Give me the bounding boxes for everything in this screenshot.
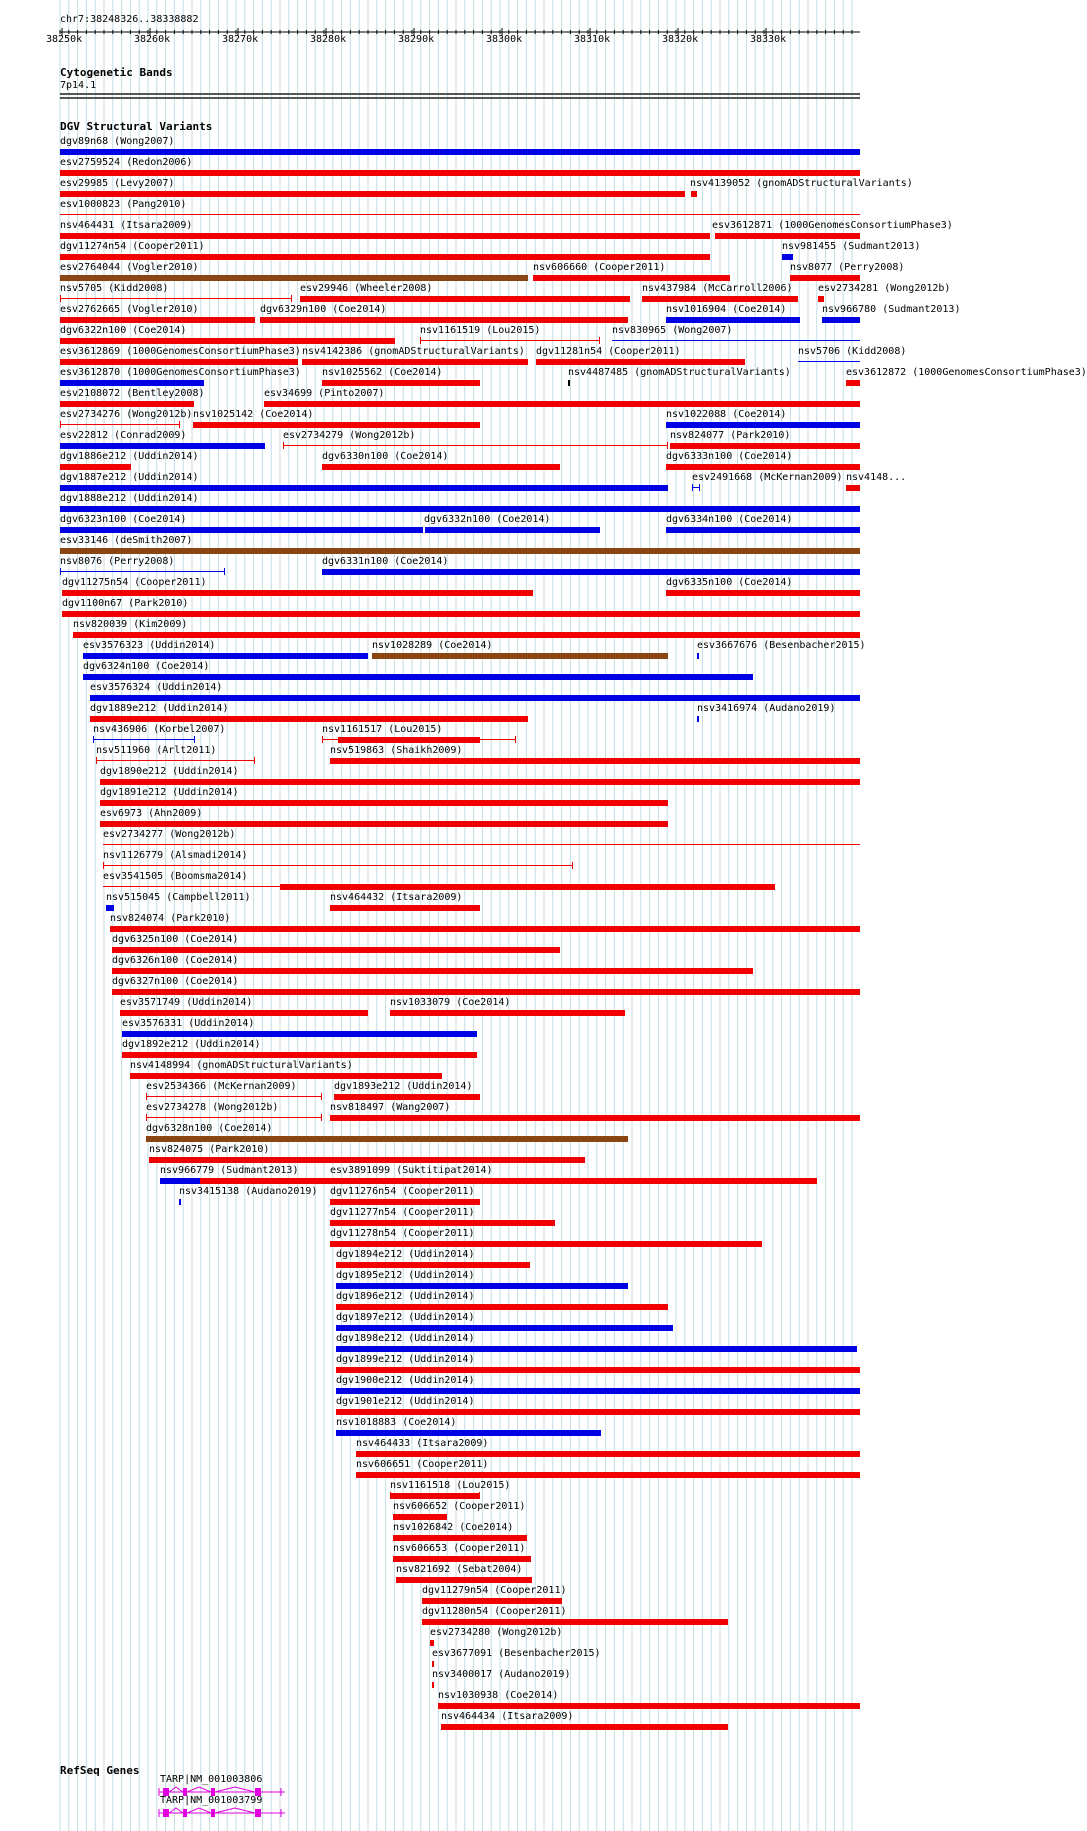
- variant-bar[interactable]: [146, 1096, 322, 1097]
- ruler-tick-label: 38250k: [46, 34, 83, 45]
- variant-label[interactable]: dgv11275n54 (Cooper2011): [62, 577, 207, 588]
- variant-label[interactable]: esv2734279 (Wong2012b): [283, 430, 416, 441]
- variant-bar[interactable]: [336, 1409, 860, 1415]
- variant-label[interactable]: esv29946 (Wheeler2008): [300, 283, 433, 294]
- variant-bar[interactable]: [336, 1346, 857, 1352]
- variant-bar[interactable]: [798, 361, 860, 362]
- variant-bar[interactable]: [356, 1472, 860, 1478]
- variant-label[interactable]: nsv824074 (Park2010): [110, 913, 231, 924]
- variant-bar[interactable]: [103, 865, 573, 866]
- variant-bar-cap: [291, 295, 292, 302]
- variant-label[interactable]: nsv519863 (Shaikh2009): [330, 745, 463, 756]
- variant-label[interactable]: nsv5706 (Kidd2008): [798, 346, 907, 357]
- variant-label[interactable]: nsv1161519 (Lou2015): [420, 325, 541, 336]
- variant-bar-cap: [692, 484, 693, 491]
- variant-bar[interactable]: [60, 380, 204, 386]
- variant-label[interactable]: nsv824075 (Park2010): [149, 1144, 270, 1155]
- gene-label[interactable]: TARP|NM_001003806: [160, 1774, 263, 1785]
- variant-bar[interactable]: [336, 1262, 530, 1268]
- variant-bar[interactable]: [120, 1010, 368, 1016]
- variant-bar[interactable]: [330, 1241, 762, 1247]
- ruler-tick-label: 38270k: [222, 34, 259, 45]
- variant-label[interactable]: esv2108072 (Bentley2008): [60, 388, 205, 399]
- ruler-range: chr7:38248326..38338882: [60, 14, 199, 25]
- variant-label[interactable]: nsv464433 (Itsara2009): [356, 1438, 489, 1449]
- variant-bar[interactable]: [670, 443, 860, 449]
- variant-label[interactable]: nsv1033079 (Coe2014): [390, 997, 511, 1008]
- variant-label[interactable]: nsv1028289 (Coe2014): [372, 640, 493, 651]
- variant-label[interactable]: nsv464434 (Itsara2009): [441, 1711, 574, 1722]
- variant-label[interactable]: dgv1891e212 (Uddin2014): [100, 787, 239, 798]
- variant-label[interactable]: esv33146 (deSmith2007): [60, 535, 193, 546]
- variant-label[interactable]: nsv606653 (Cooper2011): [393, 1543, 526, 1554]
- variant-bar[interactable]: [60, 359, 298, 365]
- variant-bar-cap: [667, 442, 668, 449]
- variant-bar[interactable]: [330, 1220, 555, 1226]
- gene-intron-chevron: [187, 1787, 211, 1792]
- variant-label[interactable]: esv2534366 (McKernan2009): [146, 1081, 297, 1092]
- variant-label[interactable]: nsv4148...: [846, 472, 907, 483]
- variant-bar[interactable]: [60, 170, 860, 176]
- variant-label[interactable]: esv3677091 (Besenbacher2015): [432, 1648, 601, 1659]
- variant-bar[interactable]: [356, 1451, 860, 1457]
- variant-label[interactable]: nsv5705 (Kidd2008): [60, 283, 169, 294]
- variant-label[interactable]: dgv6331n100 (Coe2014): [322, 556, 449, 567]
- variant-label[interactable]: nsv3415138 (Audano2019): [179, 1186, 318, 1197]
- variant-label[interactable]: dgv1888e212 (Uddin2014): [60, 493, 199, 504]
- variant-label[interactable]: dgv1890e212 (Uddin2014): [100, 766, 239, 777]
- variant-label[interactable]: esv3541505 (Boomsma2014): [103, 871, 248, 882]
- variant-bar[interactable]: [60, 338, 395, 344]
- variant-bar[interactable]: [110, 926, 860, 932]
- variant-label[interactable]: nsv606652 (Cooper2011): [393, 1501, 526, 1512]
- variant-label[interactable]: nsv820039 (Kim2009): [73, 619, 188, 630]
- variant-label[interactable]: dgv1887e212 (Uddin2014): [60, 472, 199, 483]
- variant-label[interactable]: dgv6328n100 (Coe2014): [146, 1123, 273, 1134]
- variant-label[interactable]: nsv8076 (Perry2008): [60, 556, 175, 567]
- variant-label[interactable]: nsv606651 (Cooper2011): [356, 1459, 489, 1470]
- variant-bar-cap: [321, 1114, 322, 1121]
- variant-bar[interactable]: [93, 739, 195, 740]
- cyto-track-title[interactable]: Cytogenetic Bands: [60, 66, 173, 79]
- variant-bar[interactable]: [422, 1619, 728, 1625]
- variant-label[interactable]: nsv821692 (Sebat2004): [396, 1564, 523, 1575]
- variant-bar[interactable]: [612, 340, 860, 341]
- variant-label[interactable]: esv2764044 (Vogler2010): [60, 262, 199, 273]
- variant-label[interactable]: nsv606660 (Cooper2011): [533, 262, 666, 273]
- variant-bar[interactable]: [432, 1682, 434, 1688]
- variant-bar[interactable]: [432, 1661, 434, 1667]
- variant-label[interactable]: nsv436906 (Korbel2007): [93, 724, 226, 735]
- variant-bar[interactable]: [60, 275, 528, 281]
- variant-label[interactable]: dgv11280n54 (Cooper2011): [422, 1606, 567, 1617]
- variant-label[interactable]: dgv6322n100 (Coe2014): [60, 325, 187, 336]
- variant-bar-cap: [479, 1492, 480, 1499]
- variant-bar[interactable]: [193, 422, 480, 428]
- dgv-track-title[interactable]: DGV Structural Variants: [60, 120, 213, 133]
- variant-bar-cap: [515, 736, 516, 743]
- variant-bar[interactable]: [790, 275, 860, 281]
- variant-label[interactable]: nsv830965 (Wong2007): [612, 325, 733, 336]
- variant-bar[interactable]: [112, 989, 860, 995]
- variant-label[interactable]: esv22812 (Conrad2009): [60, 430, 187, 441]
- variant-bar-cap: [283, 442, 284, 449]
- variant-bar[interactable]: [666, 464, 860, 470]
- variant-bar[interactable]: [302, 359, 528, 365]
- variant-label[interactable]: nsv4139052 (gnomADStructuralVariants): [690, 178, 913, 189]
- variant-label[interactable]: esv2762665 (Vogler2010): [60, 304, 199, 315]
- ruler-tick-label: 38300k: [486, 34, 523, 45]
- variant-label[interactable]: dgv1100n67 (Park2010): [62, 598, 189, 609]
- variant-bar[interactable]: [106, 905, 114, 911]
- variant-bar[interactable]: [160, 1178, 200, 1184]
- variant-label[interactable]: esv2734277 (Wong2012b): [103, 829, 236, 840]
- variant-label[interactable]: dgv6335n100 (Coe2014): [666, 577, 793, 588]
- variant-bar-cap: [179, 421, 180, 428]
- variant-label[interactable]: dgv1889e212 (Uddin2014): [90, 703, 229, 714]
- variant-bar[interactable]: [441, 1724, 728, 1730]
- variant-label[interactable]: nsv818497 (Wang2007): [330, 1102, 451, 1113]
- variant-bar[interactable]: [122, 1031, 477, 1037]
- variant-bar[interactable]: [330, 758, 860, 764]
- variant-bar[interactable]: [846, 485, 860, 491]
- variant-bar-cap: [599, 337, 600, 344]
- variant-bar[interactable]: [666, 317, 800, 323]
- variant-bar[interactable]: [666, 590, 860, 596]
- variant-label[interactable]: nsv1022088 (Coe2014): [666, 409, 787, 420]
- variant-label[interactable]: nsv1025562 (Coe2014): [322, 367, 443, 378]
- variant-label[interactable]: esv1000823 (Pang2010): [60, 199, 187, 210]
- variant-label[interactable]: dgv1898e212 (Uddin2014): [336, 1333, 475, 1344]
- gene-model[interactable]: [155, 1805, 295, 1821]
- variant-bar[interactable]: [200, 1178, 817, 1184]
- variant-bar[interactable]: [100, 779, 860, 785]
- variant-label[interactable]: dgv6333n100 (Coe2014): [666, 451, 793, 462]
- gene-exon: [255, 1809, 261, 1817]
- variant-label[interactable]: dgv11279n54 (Cooper2011): [422, 1585, 567, 1596]
- gene-exon: [211, 1809, 215, 1817]
- variant-label[interactable]: esv3571749 (Uddin2014): [120, 997, 253, 1008]
- variant-bar[interactable]: [60, 527, 423, 533]
- variant-label[interactable]: esv2734281 (Wong2012b): [818, 283, 951, 294]
- gene-label[interactable]: TARP|NM_001003799: [160, 1795, 263, 1806]
- gene-exon: [183, 1809, 187, 1817]
- variant-bar[interactable]: [846, 380, 860, 386]
- variant-label[interactable]: nsv4148994 (gnomADStructuralVariants): [130, 1060, 353, 1071]
- variant-bar[interactable]: [697, 653, 699, 659]
- variant-bar[interactable]: [322, 380, 480, 386]
- variant-bar[interactable]: [822, 317, 860, 323]
- variant-bar[interactable]: [122, 1052, 477, 1058]
- variant-label[interactable]: esv3612870 (1000GenomesConsortiumPhase3): [60, 367, 301, 378]
- variant-bar-cap: [146, 1093, 147, 1100]
- variant-bar[interactable]: [818, 296, 824, 302]
- variant-bar[interactable]: [666, 527, 860, 533]
- variant-bar[interactable]: [300, 296, 630, 302]
- variant-bar[interactable]: [60, 233, 710, 239]
- variant-bar-cap: [321, 1093, 322, 1100]
- variant-bar[interactable]: [390, 1010, 625, 1016]
- ruler-tick-label: 38290k: [398, 34, 435, 45]
- variant-label[interactable]: dgv6334n100 (Coe2014): [666, 514, 793, 525]
- variant-bar[interactable]: [396, 1577, 532, 1583]
- variant-bar[interactable]: [393, 1535, 527, 1541]
- refseq-track-title[interactable]: RefSeq Genes: [60, 1764, 140, 1777]
- variant-label[interactable]: esv3576324 (Uddin2014): [90, 682, 223, 693]
- variant-label[interactable]: nsv966779 (Sudmant2013): [160, 1165, 299, 1176]
- variant-label[interactable]: esv3667676 (Besenbacher2015): [697, 640, 866, 651]
- ruler-tick-label: 38280k: [310, 34, 347, 45]
- gene-intron-chevron: [215, 1808, 255, 1813]
- variant-bar[interactable]: [438, 1703, 860, 1709]
- variant-bar[interactable]: [60, 464, 131, 470]
- variant-label[interactable]: esv2491668 (McKernan2009): [692, 472, 843, 483]
- variant-bar[interactable]: [60, 214, 860, 215]
- ruler-tick-label: 38260k: [134, 34, 171, 45]
- variant-label[interactable]: nsv1018883 (Coe2014): [336, 1417, 457, 1428]
- variant-bar[interactable]: [336, 1367, 860, 1373]
- variant-bar[interactable]: [62, 590, 533, 596]
- variant-bar-cap: [224, 568, 225, 575]
- variant-bar[interactable]: [336, 1388, 860, 1394]
- variant-bar[interactable]: [83, 653, 368, 659]
- variant-bar[interactable]: [60, 317, 255, 323]
- variant-bar[interactable]: [322, 569, 860, 575]
- variant-label[interactable]: dgv1896e212 (Uddin2014): [336, 1291, 475, 1302]
- variant-bar[interactable]: [390, 1493, 480, 1499]
- variant-bar-cap: [322, 736, 323, 743]
- variant-label[interactable]: esv3576331 (Uddin2014): [122, 1018, 255, 1029]
- variant-bar[interactable]: [60, 149, 860, 155]
- variant-bar[interactable]: [62, 611, 860, 617]
- variant-bar[interactable]: [642, 296, 798, 302]
- variant-bar[interactable]: [691, 191, 697, 197]
- variant-label[interactable]: nsv1126779 (Alsmadi2014): [103, 850, 248, 861]
- variant-bar-cap: [60, 295, 61, 302]
- variant-label[interactable]: dgv89n68 (Wong2007): [60, 136, 175, 147]
- variant-bar-cap: [103, 862, 104, 869]
- variant-bar[interactable]: [73, 632, 860, 638]
- variant-bar[interactable]: [336, 1304, 668, 1310]
- variant-label[interactable]: dgv6327n100 (Coe2014): [112, 976, 239, 987]
- variant-bar[interactable]: [322, 464, 560, 470]
- gene-intron-chevron: [215, 1787, 255, 1792]
- variant-label[interactable]: nsv1016904 (Coe2014): [666, 304, 787, 315]
- variant-label[interactable]: dgv11276n54 (Cooper2011): [330, 1186, 475, 1197]
- variant-bar[interactable]: [782, 254, 793, 260]
- variant-bar[interactable]: [283, 445, 668, 446]
- variant-bar[interactable]: [430, 1640, 434, 1646]
- variant-bar[interactable]: [568, 380, 570, 386]
- ruler-tick-label: 38330k: [750, 34, 787, 45]
- variant-bar[interactable]: [420, 340, 600, 341]
- variant-label[interactable]: nsv3416974 (Audano2019): [697, 703, 836, 714]
- variant-label[interactable]: esv3612871 (1000GenomesConsortiumPhase3): [712, 220, 953, 231]
- variant-label[interactable]: nsv1026842 (Coe2014): [393, 1522, 514, 1533]
- variant-bar[interactable]: [338, 737, 480, 743]
- variant-label[interactable]: nsv437984 (McCarroll2006): [642, 283, 793, 294]
- variant-label[interactable]: nsv464431 (Itsara2009): [60, 220, 193, 231]
- variant-bar[interactable]: [149, 1157, 585, 1163]
- variant-label[interactable]: dgv1894e212 (Uddin2014): [336, 1249, 475, 1260]
- variant-label[interactable]: esv2759524 (Redon2006): [60, 157, 193, 168]
- cyto-band-bar[interactable]: [60, 93, 860, 95]
- variant-bar[interactable]: [83, 674, 753, 680]
- variant-bar[interactable]: [103, 886, 280, 887]
- variant-label[interactable]: nsv1030938 (Coe2014): [438, 1690, 559, 1701]
- variant-bar[interactable]: [393, 1514, 447, 1520]
- variant-bar-cap: [420, 337, 421, 344]
- variant-bar[interactable]: [330, 1199, 480, 1205]
- variant-label[interactable]: dgv11278n54 (Cooper2011): [330, 1228, 475, 1239]
- variant-label[interactable]: dgv6323n100 (Coe2014): [60, 514, 187, 525]
- variant-bar[interactable]: [60, 506, 860, 512]
- variant-bar[interactable]: [334, 1094, 480, 1100]
- variant-bar[interactable]: [130, 1073, 442, 1079]
- variant-bar[interactable]: [425, 527, 600, 533]
- variant-bar[interactable]: [330, 1115, 860, 1121]
- variant-label[interactable]: nsv824077 (Park2010): [670, 430, 791, 441]
- variant-bar[interactable]: [112, 947, 560, 953]
- variant-label[interactable]: nsv515045 (Campbell2011): [106, 892, 251, 903]
- variant-label[interactable]: dgv1900e212 (Uddin2014): [336, 1375, 475, 1386]
- variant-bar[interactable]: [393, 1556, 531, 1562]
- variant-bar[interactable]: [90, 716, 528, 722]
- variant-label[interactable]: dgv6325n100 (Coe2014): [112, 934, 239, 945]
- variant-bar[interactable]: [330, 905, 480, 911]
- variant-bar[interactable]: [96, 760, 255, 761]
- variant-bar[interactable]: [146, 1117, 322, 1118]
- variant-bar[interactable]: [336, 1430, 601, 1436]
- variant-label[interactable]: nsv966780 (Sudmant2013): [822, 304, 961, 315]
- variant-label[interactable]: esv34699 (Pinto2007): [264, 388, 385, 399]
- variant-label[interactable]: esv3891099 (Suktitipat2014): [330, 1165, 493, 1176]
- variant-bar[interactable]: [280, 884, 775, 890]
- gene-exon: [163, 1809, 169, 1817]
- variant-bar[interactable]: [336, 1283, 628, 1289]
- cyto-band-bar[interactable]: [60, 97, 860, 99]
- variant-bar[interactable]: [103, 844, 860, 845]
- variant-bar[interactable]: [100, 800, 668, 806]
- variant-bar[interactable]: [60, 298, 292, 299]
- variant-label[interactable]: dgv6332n100 (Coe2014): [424, 514, 551, 525]
- variant-bar-cap: [194, 736, 195, 743]
- variant-bar-cap: [390, 1492, 391, 1499]
- variant-label[interactable]: dgv1895e212 (Uddin2014): [336, 1270, 475, 1281]
- variant-label[interactable]: nsv1025142 (Coe2014): [193, 409, 314, 420]
- variant-label[interactable]: nsv3400017 (Audano2019): [432, 1669, 571, 1680]
- variant-bar[interactable]: [60, 443, 265, 449]
- variant-bar[interactable]: [372, 653, 668, 659]
- variant-label[interactable]: nsv1161518 (Lou2015): [390, 1480, 511, 1491]
- variant-label[interactable]: dgv1886e212 (Uddin2014): [60, 451, 199, 462]
- variant-bar-cap: [146, 1114, 147, 1121]
- variant-label[interactable]: nsv8077 (Perry2008): [790, 262, 905, 273]
- variant-bar[interactable]: [60, 485, 668, 491]
- variant-bar-cap: [254, 757, 255, 764]
- gene-intron-chevron: [169, 1808, 183, 1813]
- variant-bar[interactable]: [60, 191, 685, 197]
- variant-label[interactable]: nsv1161517 (Lou2015): [322, 724, 443, 735]
- variant-bar[interactable]: [60, 401, 194, 407]
- variant-label[interactable]: dgv6324n100 (Coe2014): [83, 661, 210, 672]
- variant-label[interactable]: dgv11281n54 (Cooper2011): [536, 346, 681, 357]
- variant-label[interactable]: dgv11274n54 (Cooper2011): [60, 241, 205, 252]
- gene-intron-chevron: [187, 1808, 211, 1813]
- variant-bar-cap: [96, 757, 97, 764]
- variant-bar[interactable]: [715, 233, 860, 239]
- cyto-band-label: 7p14.1: [60, 80, 97, 91]
- variant-bar[interactable]: [60, 548, 860, 554]
- variant-bar-cap: [572, 862, 573, 869]
- variant-label[interactable]: nsv464432 (Itsara2009): [330, 892, 463, 903]
- variant-label[interactable]: nsv4142386 (gnomADStructuralVariants): [302, 346, 525, 357]
- variant-label[interactable]: dgv6330n100 (Coe2014): [322, 451, 449, 462]
- variant-bar[interactable]: [146, 1136, 628, 1142]
- variant-label[interactable]: esv2734276 (Wong2012b): [60, 409, 193, 420]
- variant-label[interactable]: esv3612869 (1000GenomesConsortiumPhase3): [60, 346, 301, 357]
- variant-label[interactable]: nsv511960 (Arlt2011): [96, 745, 217, 756]
- variant-bar[interactable]: [264, 401, 860, 407]
- variant-label[interactable]: nsv981455 (Sudmant2013): [782, 241, 921, 252]
- variant-bar-cap: [93, 736, 94, 743]
- variant-bar[interactable]: [100, 821, 668, 827]
- variant-bar[interactable]: [60, 424, 180, 425]
- variant-label[interactable]: esv2734280 (Wong2012b): [430, 1627, 563, 1638]
- variant-label[interactable]: esv2734278 (Wong2012b): [146, 1102, 279, 1113]
- ruler-tick-label: 38320k: [662, 34, 699, 45]
- variant-bar[interactable]: [666, 422, 860, 428]
- variant-label[interactable]: esv3576323 (Uddin2014): [83, 640, 216, 651]
- gene-intron-chevron: [169, 1787, 183, 1792]
- variant-label[interactable]: esv3612872 (1000GenomesConsortiumPhase3): [846, 367, 1087, 378]
- variant-label[interactable]: esv29985 (Levy2007): [60, 178, 175, 189]
- variant-bar-cap: [60, 568, 61, 575]
- variant-bar-cap: [60, 421, 61, 428]
- variant-label[interactable]: dgv11277n54 (Cooper2011): [330, 1207, 475, 1218]
- variant-label[interactable]: dgv1897e212 (Uddin2014): [336, 1312, 475, 1323]
- variant-bar[interactable]: [60, 571, 225, 572]
- variant-bar[interactable]: [260, 317, 628, 323]
- variant-bar[interactable]: [90, 695, 860, 701]
- variant-label[interactable]: dgv6329n100 (Coe2014): [260, 304, 387, 315]
- variant-bar[interactable]: [336, 1325, 673, 1331]
- variant-label[interactable]: esv6973 (Ahn2009): [100, 808, 203, 819]
- variant-bar[interactable]: [60, 254, 710, 260]
- variant-bar[interactable]: [536, 359, 745, 365]
- variant-bar[interactable]: [697, 716, 699, 722]
- variant-bar[interactable]: [422, 1598, 562, 1604]
- variant-label[interactable]: dgv1892e212 (Uddin2014): [122, 1039, 261, 1050]
- variant-bar[interactable]: [533, 275, 730, 281]
- variant-label[interactable]: dgv1893e212 (Uddin2014): [334, 1081, 473, 1092]
- variant-label[interactable]: dgv1899e212 (Uddin2014): [336, 1354, 475, 1365]
- variant-bar-cap: [699, 484, 700, 491]
- variant-bar[interactable]: [112, 968, 753, 974]
- variant-label[interactable]: dgv6326n100 (Coe2014): [112, 955, 239, 966]
- ruler-tick-label: 38310k: [574, 34, 611, 45]
- variant-label[interactable]: dgv1901e212 (Uddin2014): [336, 1396, 475, 1407]
- variant-label[interactable]: nsv4487485 (gnomADStructuralVariants): [568, 367, 791, 378]
- variant-bar[interactable]: [179, 1199, 181, 1205]
